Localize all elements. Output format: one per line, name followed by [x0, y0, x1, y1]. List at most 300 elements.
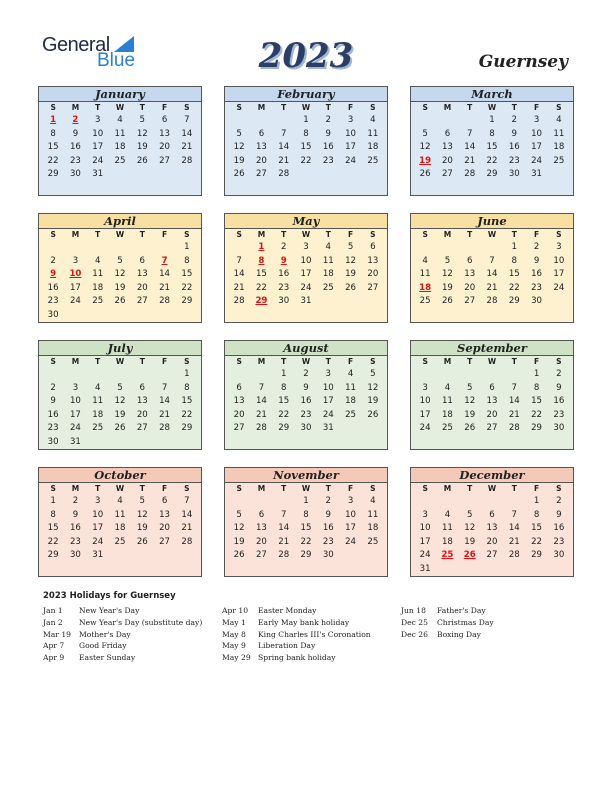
day-cell: 12 [114, 269, 126, 280]
day-cell: 13 [233, 396, 245, 407]
month-june [410, 213, 574, 323]
holiday-day-cell: 2 [72, 115, 79, 125]
day-cell: 28 [159, 423, 171, 434]
day-cell: 22 [181, 409, 193, 420]
day-cell: 4 [325, 242, 332, 252]
empty-cell [109, 241, 131, 255]
day-cell: 1 [303, 496, 309, 506]
weekday-header: M [257, 357, 266, 366]
day-cell: 30 [531, 296, 543, 307]
day-cell: 3 [556, 242, 562, 252]
day-cell: 10 [531, 128, 543, 139]
day-cell: 26 [441, 296, 453, 307]
day-cell: 5 [466, 509, 473, 520]
empty-cell [414, 368, 436, 382]
day-cell: 25 [345, 409, 357, 420]
day-cell: 8 [303, 509, 309, 520]
day-cell: 7 [489, 255, 495, 266]
day-cell: 20 [136, 409, 148, 420]
day-cell: 23 [322, 536, 334, 547]
day-cell: 9 [511, 128, 518, 139]
day-cell: 10 [322, 382, 334, 393]
day-cell: 30 [47, 309, 59, 320]
day-cell: 14 [159, 396, 171, 407]
day-cell: 8 [533, 382, 540, 393]
day-cell: 1 [184, 242, 190, 252]
holiday-date: May 9 [222, 641, 246, 651]
day-cell: 11 [419, 269, 431, 280]
holiday-day-cell: 19 [419, 155, 432, 166]
day-cell: 3 [94, 496, 101, 506]
weekday-header: S [422, 484, 428, 493]
day-cell: 15 [300, 523, 312, 534]
holiday-name: New Year's Day [79, 606, 140, 615]
day-cell: 6 [139, 382, 146, 393]
calendar-year: 2023 [258, 36, 354, 76]
day-cell: 8 [533, 509, 540, 520]
month-july [38, 340, 202, 450]
month-name: January [39, 87, 201, 102]
day-cell: 13 [486, 396, 498, 407]
day-cell: 17 [419, 536, 431, 547]
day-cell: 2 [325, 115, 332, 125]
weekday-header: T [511, 484, 517, 493]
weekday-header: T [139, 103, 145, 112]
day-cell: 7 [184, 496, 190, 506]
day-grid [39, 483, 201, 563]
day-cell: 12 [464, 396, 476, 407]
weekday-header: T [281, 484, 287, 493]
day-cell: 11 [367, 128, 379, 139]
day-cell: 28 [233, 296, 245, 307]
weekday-header: T [325, 103, 331, 112]
month-name: December [411, 468, 573, 483]
day-cell: 31 [300, 296, 312, 307]
day-cell: 5 [444, 255, 451, 266]
empty-cell [481, 241, 503, 255]
holiday-row [43, 605, 202, 617]
day-cell: 10 [92, 509, 104, 520]
day-grid [225, 229, 387, 309]
day-cell: 10 [553, 255, 565, 266]
weekday-header: M [257, 103, 266, 112]
day-cell: 4 [444, 382, 451, 393]
holiday-name: New Year's Day (substitute day) [79, 617, 203, 627]
holiday-name: Father's Day [437, 606, 486, 615]
day-cell: 21 [181, 523, 193, 534]
day-cell: 17 [92, 523, 104, 534]
day-cell: 12 [345, 255, 357, 266]
day-cell: 5 [370, 369, 376, 379]
day-cell: 22 [255, 282, 267, 293]
day-cell: 4 [347, 369, 354, 379]
weekday-header: T [95, 103, 101, 112]
day-cell: 17 [300, 269, 312, 280]
day-cell: 29 [300, 550, 312, 561]
holiday-day-cell: 18 [419, 282, 432, 293]
holiday-day-cell: 9 [50, 269, 57, 280]
day-cell: 10 [345, 509, 357, 520]
day-cell: 5 [139, 496, 146, 506]
month-name: February [225, 87, 387, 102]
empty-cell [153, 368, 175, 382]
day-cell: 23 [69, 155, 81, 166]
day-cell: 3 [347, 496, 354, 506]
day-grid [411, 229, 573, 309]
weekday-header: S [184, 230, 190, 239]
day-cell: 25 [419, 296, 431, 307]
day-cell: 26 [136, 155, 148, 166]
day-cell: 21 [508, 409, 520, 420]
holiday-name: Spring bank holiday [258, 653, 336, 663]
weekday-header: F [162, 484, 168, 493]
day-cell: 31 [322, 423, 334, 434]
empty-cell [228, 495, 250, 509]
holiday-date: Apr 9 [43, 653, 65, 663]
weekday-header: M [71, 357, 80, 366]
holiday-row [43, 652, 202, 664]
day-cell: 17 [419, 409, 431, 420]
day-cell: 14 [181, 509, 193, 520]
day-cell: 7 [511, 509, 518, 520]
empty-cell [87, 368, 109, 382]
weekday-header: S [50, 103, 56, 112]
day-cell: 3 [303, 242, 309, 252]
weekday-header: S [370, 357, 376, 366]
day-cell: 3 [422, 382, 428, 393]
day-cell: 16 [531, 269, 543, 280]
holiday-row [222, 629, 371, 641]
weekday-header: T [511, 357, 517, 366]
day-cell: 20 [255, 155, 267, 166]
day-cell: 22 [531, 409, 543, 420]
weekday-header: T [139, 357, 145, 366]
day-cell: 29 [486, 169, 498, 180]
day-cell: 7 [280, 128, 287, 139]
day-cell: 25 [367, 536, 379, 547]
day-cell: 6 [258, 128, 265, 139]
day-grid [411, 356, 573, 436]
weekday-header: T [139, 230, 145, 239]
day-cell: 3 [72, 255, 79, 266]
day-cell: 13 [441, 142, 453, 153]
holiday-row [222, 605, 371, 617]
day-cell: 15 [486, 142, 498, 153]
day-cell: 25 [367, 155, 379, 166]
weekday-header: W [487, 230, 497, 239]
weekday-header: F [162, 103, 168, 112]
day-cell: 16 [69, 142, 81, 153]
day-cell: 11 [114, 509, 126, 520]
month-april [38, 213, 202, 323]
day-cell: 17 [531, 142, 543, 153]
day-cell: 6 [489, 382, 495, 393]
day-cell: 18 [114, 523, 126, 534]
day-cell: 6 [139, 255, 146, 266]
day-cell: 24 [531, 155, 543, 166]
weekday-header: F [162, 230, 168, 239]
weekday-header: S [556, 484, 562, 493]
month-name: June [411, 214, 573, 229]
day-cell: 22 [486, 155, 498, 166]
day-cell: 11 [441, 396, 453, 407]
day-cell: 1 [511, 242, 518, 252]
holiday-name: Good Friday [79, 641, 127, 651]
weekday-header: S [184, 357, 190, 366]
month-march [410, 86, 574, 196]
holiday-row [222, 652, 371, 664]
empty-cell [228, 241, 250, 255]
empty-cell [131, 368, 153, 382]
day-cell: 29 [181, 296, 193, 307]
day-cell: 26 [233, 169, 245, 180]
day-cell: 9 [533, 255, 540, 266]
day-cell: 25 [114, 536, 126, 547]
day-cell: 1 [280, 369, 287, 379]
day-cell: 22 [47, 536, 59, 547]
day-cell: 7 [511, 382, 518, 393]
day-cell: 27 [486, 423, 498, 434]
day-cell: 17 [69, 409, 81, 420]
holiday-day-cell: 10 [69, 269, 82, 280]
empty-cell [64, 241, 86, 255]
day-cell: 27 [367, 282, 379, 293]
day-cell: 14 [233, 269, 245, 280]
day-cell: 27 [159, 155, 171, 166]
holiday-date: Apr 10 [222, 606, 249, 615]
weekday-header: W [301, 103, 311, 112]
day-cell: 8 [50, 509, 56, 520]
day-cell: 13 [486, 523, 498, 534]
day-cell: 14 [255, 396, 267, 407]
day-cell: 27 [159, 536, 171, 547]
day-cell: 18 [345, 396, 357, 407]
day-cell: 15 [181, 396, 193, 407]
day-cell: 15 [181, 269, 193, 280]
holiday-name: King Charles III's Coronation [258, 629, 371, 639]
day-cell: 17 [553, 269, 565, 280]
day-grid [39, 356, 201, 450]
weekday-header: W [301, 484, 311, 493]
day-cell: 25 [114, 155, 126, 166]
day-cell: 1 [50, 496, 56, 506]
weekday-header: T [511, 103, 517, 112]
month-name: April [39, 214, 201, 229]
day-cell: 13 [464, 269, 476, 280]
holiday-column [222, 605, 371, 664]
day-cell: 16 [69, 523, 81, 534]
day-cell: 22 [47, 155, 59, 166]
weekday-header: W [301, 357, 311, 366]
day-cell: 14 [486, 269, 498, 280]
day-cell: 18 [441, 536, 453, 547]
day-cell: 10 [69, 396, 81, 407]
day-cell: 23 [47, 423, 59, 434]
day-cell: 12 [136, 128, 148, 139]
day-cell: 12 [233, 523, 245, 534]
weekday-header: M [443, 103, 452, 112]
holiday-date: Apr 7 [43, 641, 65, 651]
weekday-header: F [534, 357, 540, 366]
day-cell: 19 [233, 536, 245, 547]
holiday-name: Liberation Day [258, 641, 316, 651]
holiday-day-cell: 1 [258, 242, 265, 252]
day-cell: 20 [136, 282, 148, 293]
empty-cell [436, 241, 458, 255]
day-cell: 29 [278, 423, 290, 434]
day-cell: 12 [233, 142, 245, 153]
empty-cell [459, 241, 481, 255]
day-cell: 8 [50, 128, 56, 139]
day-cell: 19 [464, 409, 476, 420]
weekday-header: W [487, 357, 497, 366]
month-may [224, 213, 388, 323]
holiday-date: Jun 18 [401, 606, 426, 615]
day-cell: 24 [92, 155, 104, 166]
day-cell: 15 [531, 523, 543, 534]
day-cell: 29 [47, 169, 59, 180]
day-grid [411, 483, 573, 577]
day-cell: 3 [94, 115, 101, 125]
day-cell: 19 [114, 282, 126, 293]
day-cell: 2 [325, 496, 332, 506]
weekday-header: T [325, 484, 331, 493]
day-cell: 27 [136, 423, 148, 434]
day-cell: 21 [278, 155, 290, 166]
day-cell: 3 [533, 115, 540, 125]
weekday-header: M [257, 230, 266, 239]
weekday-header: F [534, 484, 540, 493]
day-cell: 17 [322, 396, 334, 407]
empty-cell [503, 495, 525, 509]
day-cell: 11 [553, 128, 565, 139]
day-cell: 5 [422, 128, 428, 139]
day-cell: 20 [464, 282, 476, 293]
day-cell: 4 [117, 115, 123, 125]
day-cell: 28 [486, 296, 498, 307]
day-cell: 16 [47, 282, 59, 293]
month-name: July [39, 341, 201, 356]
holiday-row [401, 629, 494, 641]
day-cell: 8 [489, 128, 495, 139]
day-cell: 2 [72, 496, 79, 506]
weekday-header: W [115, 103, 125, 112]
weekday-header: S [556, 103, 562, 112]
month-december [410, 467, 574, 577]
day-cell: 29 [47, 550, 59, 561]
day-cell: 13 [255, 523, 267, 534]
day-cell: 2 [556, 496, 562, 506]
day-cell: 20 [367, 269, 379, 280]
day-cell: 5 [466, 382, 473, 393]
day-cell: 24 [419, 550, 431, 561]
month-name: October [39, 468, 201, 483]
day-cell: 25 [441, 423, 453, 434]
day-cell: 20 [486, 409, 498, 420]
day-cell: 16 [322, 523, 334, 534]
weekday-header: T [281, 230, 287, 239]
month-october [38, 467, 202, 577]
day-cell: 26 [114, 296, 126, 307]
weekday-header: T [325, 357, 331, 366]
day-cell: 9 [325, 128, 332, 139]
day-cell: 9 [325, 509, 332, 520]
day-cell: 10 [92, 128, 104, 139]
empty-cell [459, 114, 481, 128]
logo-text-general: General [42, 34, 110, 56]
day-cell: 6 [444, 128, 451, 139]
day-cell: 26 [419, 169, 431, 180]
weekday-header: T [95, 357, 101, 366]
day-cell: 24 [553, 282, 565, 293]
day-cell: 22 [300, 536, 312, 547]
day-cell: 18 [553, 142, 565, 153]
day-cell: 10 [419, 523, 431, 534]
weekday-header: T [95, 484, 101, 493]
day-cell: 30 [69, 169, 81, 180]
weekday-header: F [348, 230, 354, 239]
holiday-row [43, 640, 202, 652]
weekday-header: S [422, 357, 428, 366]
day-cell: 1 [184, 369, 190, 379]
day-cell: 16 [300, 396, 312, 407]
day-cell: 23 [531, 282, 543, 293]
empty-cell [481, 495, 503, 509]
holidays-title: 2023 Holidays for Guernsey [43, 591, 176, 601]
day-cell: 18 [114, 142, 126, 153]
day-cell: 22 [531, 536, 543, 547]
day-cell: 9 [303, 382, 309, 393]
weekday-header: S [236, 230, 242, 239]
day-cell: 25 [92, 296, 104, 307]
day-cell: 19 [345, 269, 357, 280]
day-cell: 11 [441, 523, 453, 534]
day-cell: 16 [278, 269, 290, 280]
weekday-header: F [534, 230, 540, 239]
day-cell: 20 [486, 536, 498, 547]
day-cell: 31 [69, 436, 81, 447]
day-cell: 14 [508, 523, 520, 534]
day-cell: 29 [531, 423, 543, 434]
day-cell: 3 [72, 382, 79, 393]
holiday-name: Easter Monday [258, 606, 317, 615]
day-cell: 30 [553, 550, 565, 561]
day-grid [225, 356, 387, 436]
holiday-date: May 29 [222, 653, 251, 663]
day-cell: 5 [139, 115, 146, 125]
weekday-header: S [370, 230, 376, 239]
empty-cell [414, 241, 436, 255]
day-cell: 12 [441, 269, 453, 280]
day-cell: 22 [278, 409, 290, 420]
holiday-date: Mar 19 [43, 629, 72, 639]
day-cell: 11 [367, 509, 379, 520]
day-cell: 15 [300, 142, 312, 153]
day-cell: 15 [47, 523, 59, 534]
day-cell: 31 [92, 550, 104, 561]
day-cell: 27 [233, 423, 245, 434]
day-cell: 4 [370, 115, 376, 125]
holiday-column [401, 605, 494, 640]
day-cell: 8 [184, 382, 190, 393]
day-cell: 4 [444, 509, 451, 520]
weekday-header: S [50, 484, 56, 493]
day-cell: 5 [117, 255, 123, 266]
empty-cell [273, 114, 295, 128]
day-cell: 23 [278, 282, 290, 293]
day-cell: 19 [136, 523, 148, 534]
month-january [38, 86, 202, 196]
